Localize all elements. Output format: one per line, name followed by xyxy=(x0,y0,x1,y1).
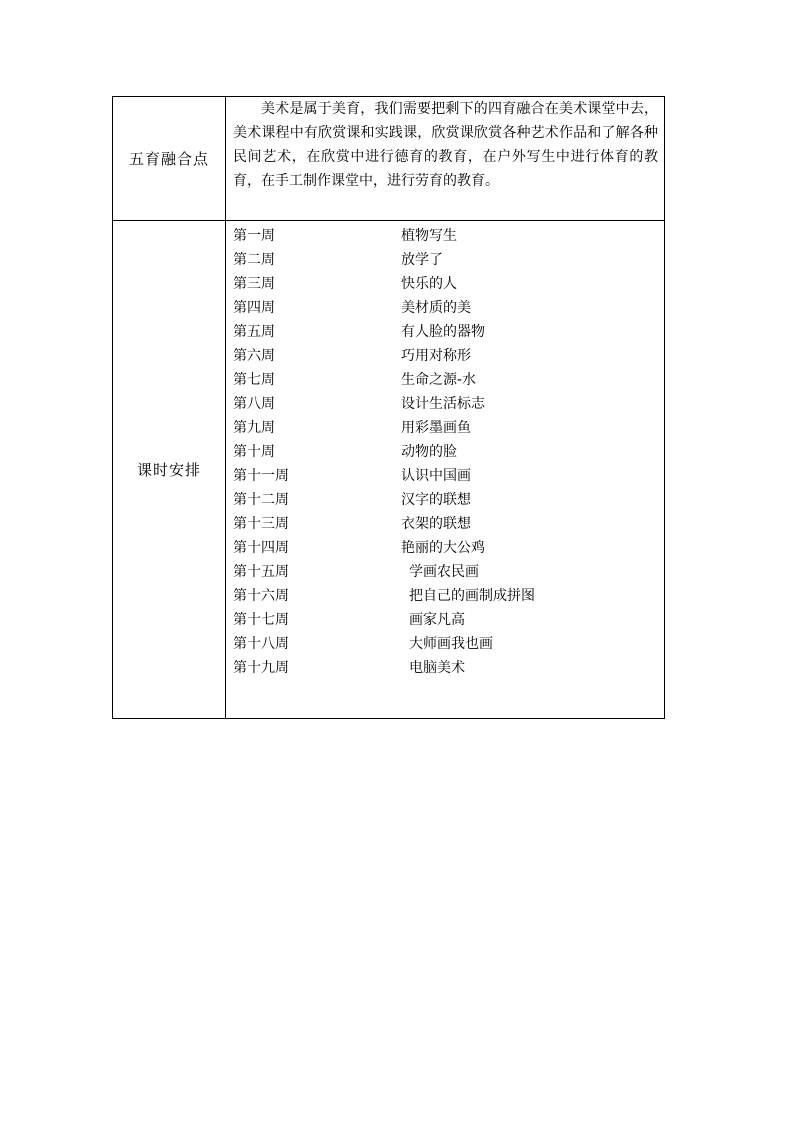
week-row xyxy=(233,536,664,560)
week-topic: 认识中国画 xyxy=(401,468,471,484)
week-name: 第十一周 xyxy=(233,468,289,484)
fusion-row xyxy=(113,97,665,221)
week-row xyxy=(233,272,664,296)
week-name: 第二周 xyxy=(233,252,275,268)
week-name: 第十九周 xyxy=(233,660,289,676)
week-name: 第三周 xyxy=(233,276,275,292)
week-row xyxy=(233,584,664,608)
week-row xyxy=(233,224,664,248)
week-topic: 设计生活标志 xyxy=(401,396,485,412)
week-name: 第十周 xyxy=(233,444,275,460)
week-topic: 生命之源-水 xyxy=(401,372,477,388)
week-name: 第十六周 xyxy=(233,588,289,604)
week-topic: 用彩墨画鱼 xyxy=(401,420,471,436)
week-list xyxy=(233,224,664,680)
week-topic: 电脑美术 xyxy=(409,660,465,676)
week-row xyxy=(233,632,664,656)
week-topic: 学画农民画 xyxy=(409,564,479,580)
week-name: 第十三周 xyxy=(233,516,289,532)
schedule-label: 课时安排 xyxy=(113,221,226,719)
week-name: 第六周 xyxy=(233,348,275,364)
week-topic: 动物的脸 xyxy=(401,444,457,460)
week-topic: 巧用对称形 xyxy=(401,348,471,364)
lesson-plan-table xyxy=(112,96,665,719)
week-name: 第八周 xyxy=(233,396,275,412)
week-name: 第一周 xyxy=(233,228,275,244)
week-topic: 快乐的人 xyxy=(401,276,457,292)
week-row xyxy=(233,608,664,632)
week-name: 第五周 xyxy=(233,324,275,340)
week-row xyxy=(233,488,664,512)
week-name: 第十八周 xyxy=(233,636,289,652)
week-row xyxy=(233,560,664,584)
week-row xyxy=(233,368,664,392)
week-row xyxy=(233,440,664,464)
week-row xyxy=(233,656,664,680)
week-topic: 有人脸的器物 xyxy=(401,324,485,340)
week-row xyxy=(233,248,664,272)
week-row xyxy=(233,320,664,344)
week-name: 第十四周 xyxy=(233,540,289,556)
week-row xyxy=(233,296,664,320)
week-row xyxy=(233,344,664,368)
week-topic: 美材质的美 xyxy=(401,300,471,316)
week-row xyxy=(233,416,664,440)
week-topic: 艳丽的大公鸡 xyxy=(401,540,485,556)
week-name: 第九周 xyxy=(233,420,275,436)
week-name: 第七周 xyxy=(233,372,275,388)
schedule-row xyxy=(113,221,665,719)
week-row xyxy=(233,512,664,536)
week-row xyxy=(233,464,664,488)
fusion-label: 五育融合点 xyxy=(113,97,226,221)
week-name: 第十二周 xyxy=(233,492,289,508)
week-row xyxy=(233,392,664,416)
week-topic: 汉字的联想 xyxy=(401,492,471,508)
fusion-text: 美术是属于美育，我们需要把剩下的四育融合在美术课堂中去，美术课程中有欣赏课和实践课，欣赏课欣赏各种艺术作品和了解各种民间艺术，在欣赏中进行德育的教育，在户外写生中进行体育的教育，在手工制作课堂中，进行劳育的教育。 xyxy=(233,101,658,189)
week-name: 第十五周 xyxy=(233,564,289,580)
fusion-content-cell xyxy=(226,97,665,221)
week-topic: 植物写生 xyxy=(401,228,457,244)
week-topic: 衣架的联想 xyxy=(401,516,471,532)
week-name: 第十七周 xyxy=(233,612,289,628)
week-topic: 大师画我也画 xyxy=(409,636,493,652)
schedule-content-cell xyxy=(226,221,665,719)
week-topic: 放学了 xyxy=(401,252,443,268)
week-name: 第四周 xyxy=(233,300,275,316)
week-topic: 把自己的画制成拼图 xyxy=(409,588,535,604)
week-topic: 画家凡高 xyxy=(409,612,465,628)
